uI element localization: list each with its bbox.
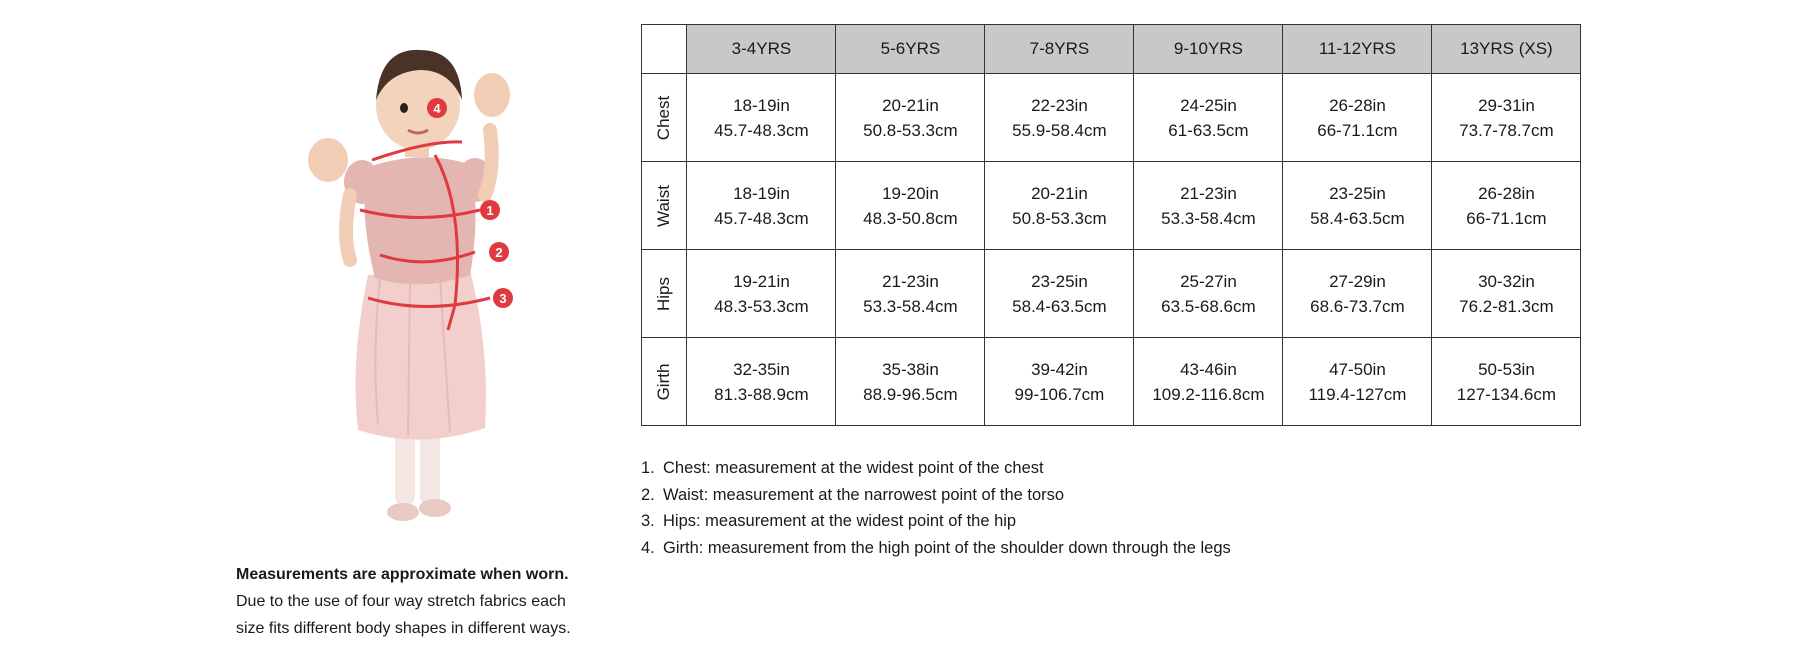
definition-chest: 1. Chest: measurement at the widest point of the chest — [641, 459, 1044, 477]
table-cell: 22-23in 55.9-58.4cm — [985, 74, 1134, 162]
column-header: 3-4YRS — [687, 25, 836, 74]
table-cell: 24-25in 61-63.5cm — [1134, 74, 1283, 162]
column-header: 5-6YRS — [836, 25, 985, 74]
table-cell: 26-28in 66-71.1cm — [1283, 74, 1432, 162]
table-cell: 21-23in 53.3-58.4cm — [836, 250, 985, 338]
definition-hips: 3. Hips: measurement at the widest point of the hip — [641, 512, 1017, 530]
fit-note-line-2: size fits different body shapes in different ways. — [236, 620, 571, 637]
measurement-definitions — [641, 455, 1231, 561]
table-cell: 20-21in 50.8-53.3cm — [836, 74, 985, 162]
table-cell: 35-38in 88.9-96.5cm — [836, 338, 985, 426]
table-corner-cell — [642, 25, 687, 74]
fit-note-title: Measurements are approximate when worn. — [236, 566, 569, 583]
table-row-hips — [642, 250, 1581, 338]
marker-3 — [493, 288, 513, 308]
table-cell: 19-21in 48.3-53.3cm — [687, 250, 836, 338]
svg-text:1: 1 — [486, 203, 494, 218]
table-cell: 18-19in 45.7-48.3cm — [687, 74, 836, 162]
table-cell: 21-23in 53.3-58.4cm — [1134, 162, 1283, 250]
table-cell: 27-29in 68.6-73.7cm — [1283, 250, 1432, 338]
child-measurement-illustration — [280, 30, 540, 540]
size-chart-table — [641, 24, 1581, 426]
table-header-row — [642, 25, 1581, 74]
column-header: 7-8YRS — [985, 25, 1134, 74]
table-row-chest — [642, 74, 1581, 162]
marker-1 — [480, 200, 500, 220]
svg-text:2: 2 — [495, 245, 503, 260]
definition-girth: 4. Girth: measurement from the high point of the shoulder down through the legs — [641, 538, 1231, 557]
column-header: 9-10YRS — [1134, 25, 1283, 74]
table-cell: 23-25in 58.4-63.5cm — [985, 250, 1134, 338]
table-cell: 47-50in 119.4-127cm — [1283, 338, 1432, 426]
row-header-girth: Girth — [642, 338, 687, 426]
table-cell: 43-46in 109.2-116.8cm — [1134, 338, 1283, 426]
table-cell: 25-27in 63.5-68.6cm — [1134, 250, 1283, 338]
svg-text:4: 4 — [433, 101, 441, 116]
table-cell: 20-21in 50.8-53.3cm — [985, 162, 1134, 250]
table-row-waist — [642, 162, 1581, 250]
column-header: 11-12YRS — [1283, 25, 1432, 74]
column-header: 13YRS (XS) — [1432, 25, 1581, 74]
table-cell: 39-42in 99-106.7cm — [985, 338, 1134, 426]
table-cell: 19-20in 48.3-50.8cm — [836, 162, 985, 250]
table-cell: 50-53in 127-134.6cm — [1432, 338, 1581, 426]
row-header-waist: Waist — [642, 162, 687, 250]
marker-4 — [427, 98, 447, 118]
table-row-girth — [642, 338, 1581, 426]
table-cell: 30-32in 76.2-81.3cm — [1432, 250, 1581, 338]
table-cell: 23-25in 58.4-63.5cm — [1283, 162, 1432, 250]
table-cell: 26-28in 66-71.1cm — [1432, 162, 1581, 250]
svg-text:3: 3 — [499, 291, 507, 306]
fit-note — [236, 561, 656, 642]
row-header-hips: Hips — [642, 250, 687, 338]
definition-waist: 2. Waist: measurement at the narrowest point of the torso — [641, 485, 1065, 504]
table-cell: 32-35in 81.3-88.9cm — [687, 338, 836, 426]
table-cell: 29-31in 73.7-78.7cm — [1432, 74, 1581, 162]
row-header-chest: Chest — [642, 74, 687, 162]
table-cell: 18-19in 45.7-48.3cm — [687, 162, 836, 250]
fit-note-line-1: Due to the use of four way stretch fabrics each — [236, 593, 566, 610]
marker-2 — [489, 242, 509, 262]
